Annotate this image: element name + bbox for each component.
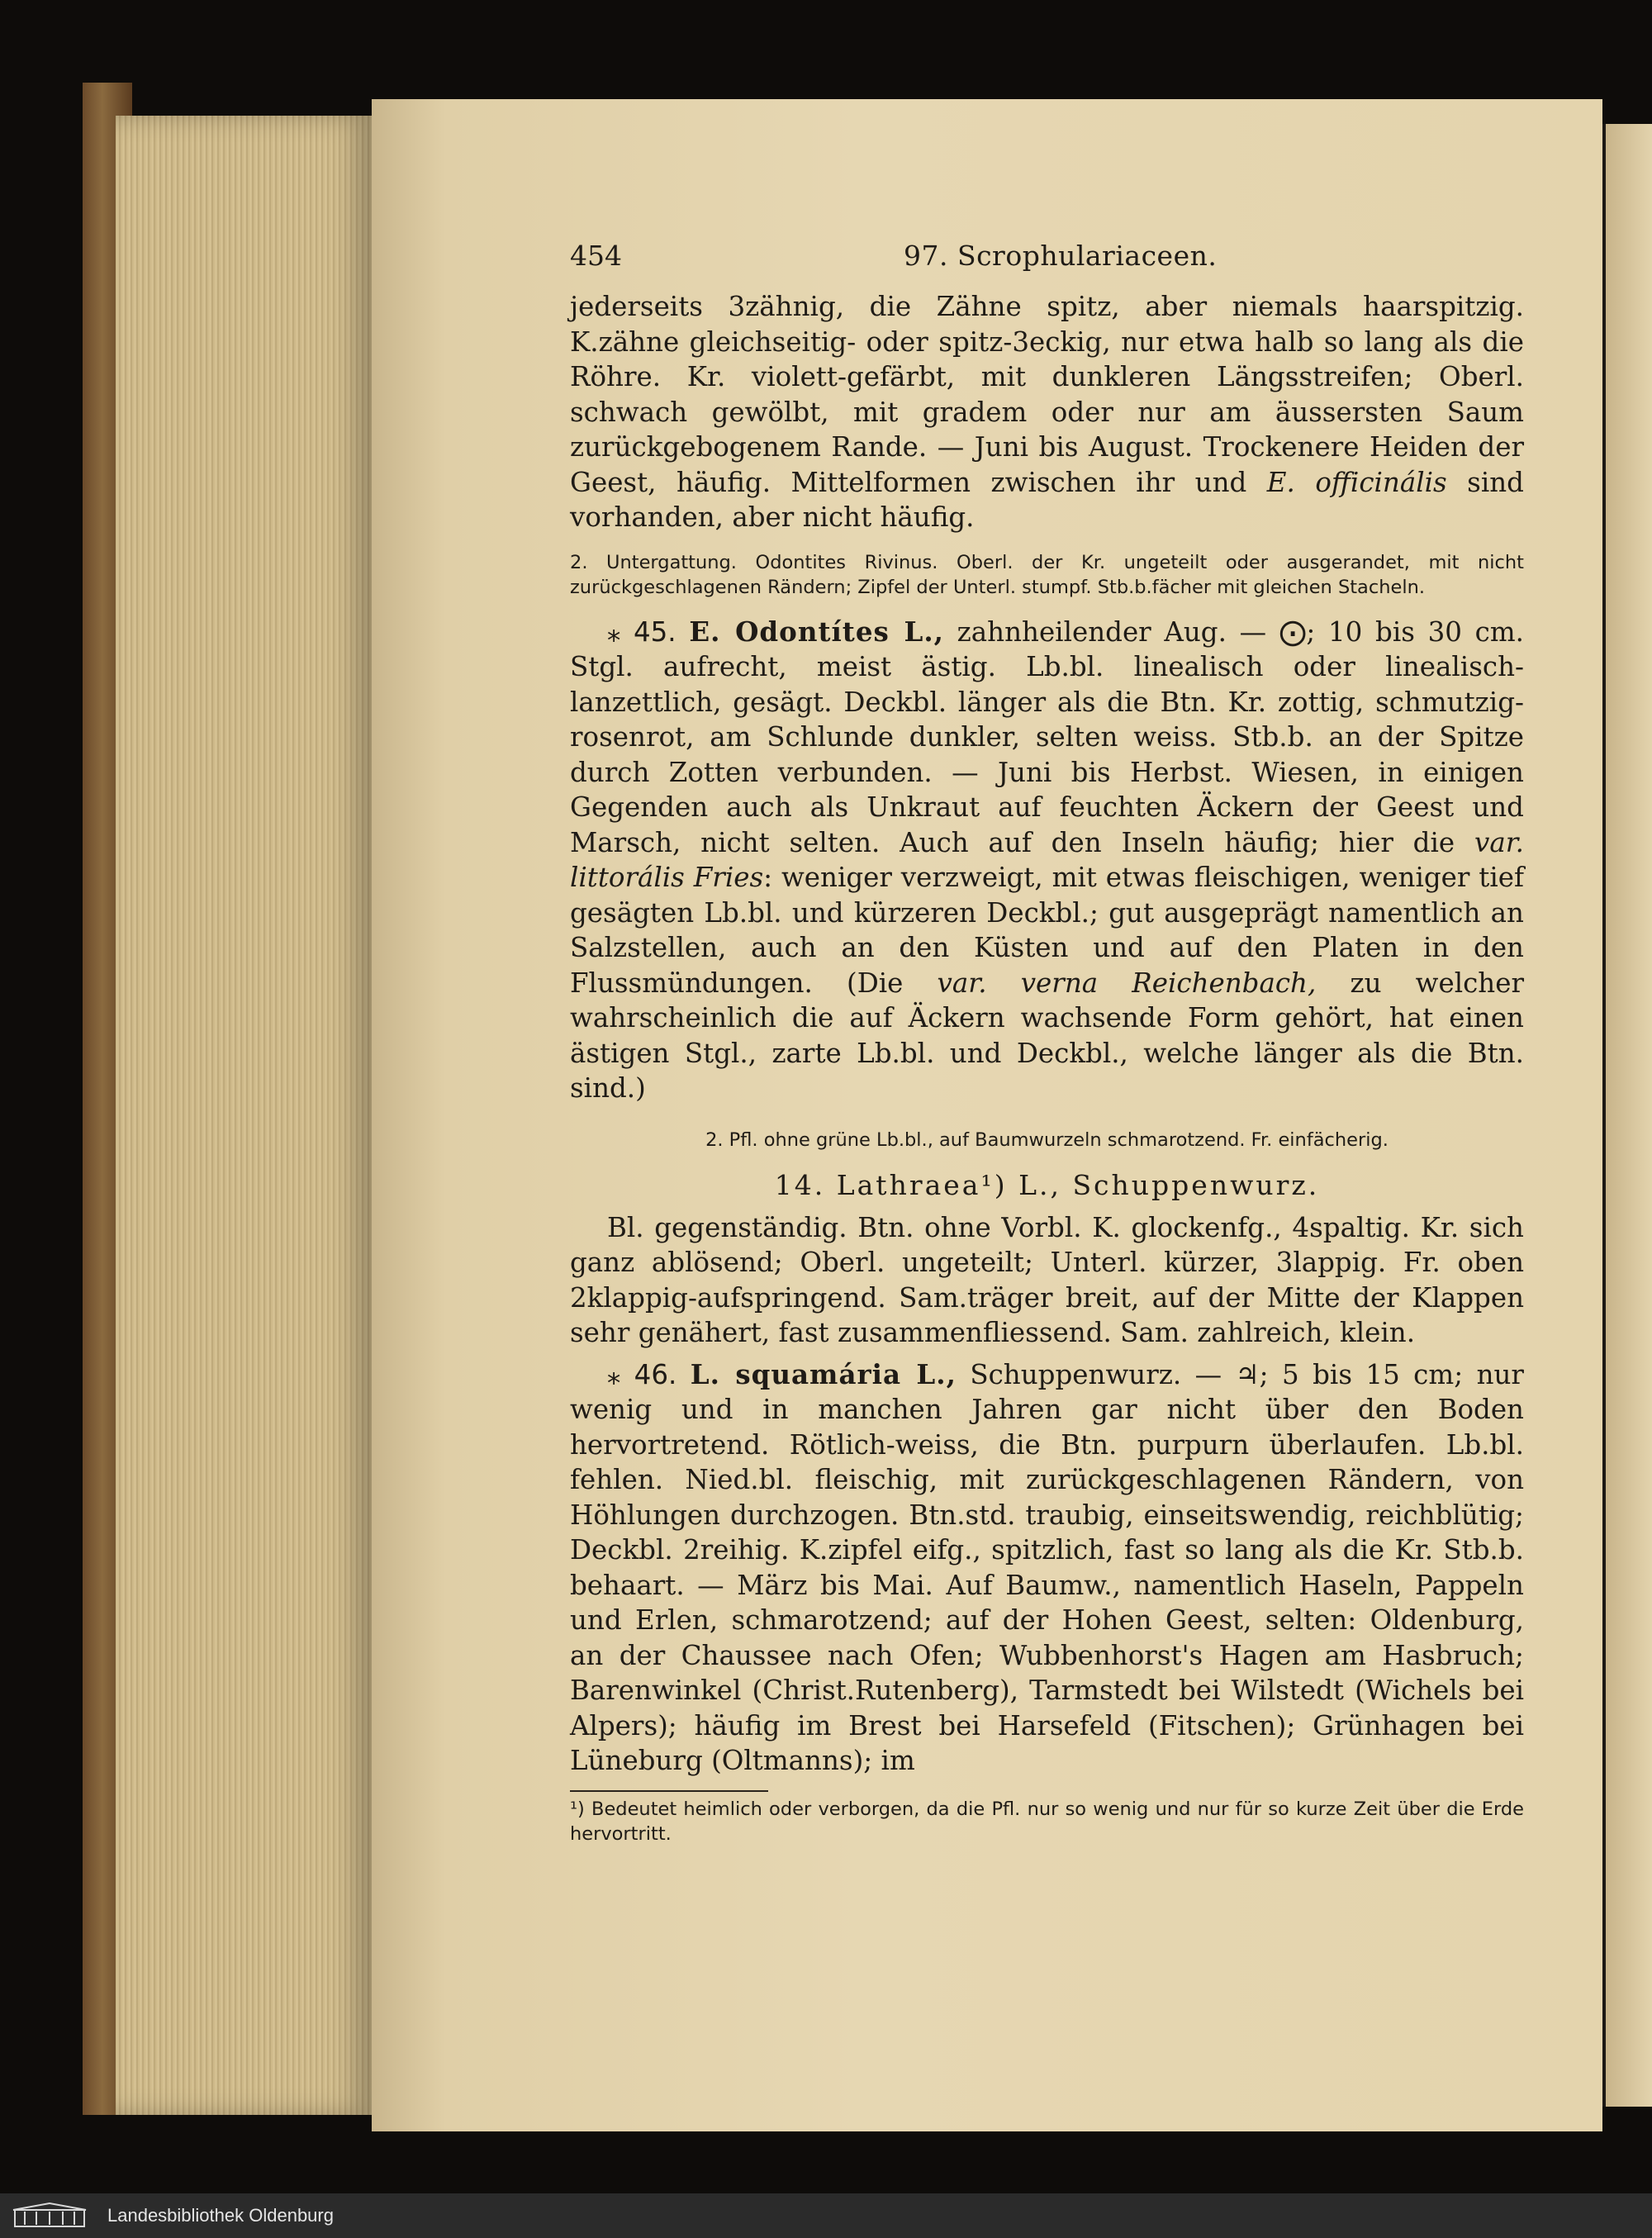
library-name[interactable]: Landesbibliothek Oldenburg <box>107 2205 334 2226</box>
page-stack <box>116 116 372 2115</box>
page-number: 454 <box>570 240 622 272</box>
subgenus-note: 2. Untergattung. Odontites Rivinus. Oberl. der Kr. ungeteilt oder ausgerandet, mit nicht zurückgeschlagenen Rändern; Zipfel der Unterl. stumpf. Stb.b.fächer mit gleichen Stacheln. <box>570 551 1524 598</box>
viewer-footer <box>0 2193 1652 2238</box>
paragraph-continuation: jederseits 3zähnig, die Zähne spitz, aber niemals haarspitzig. K.zähne gleichseitig- oder spitz-3eckig, nur etwa halb so lang als die Röhre. Kr. violett-gefärbt, mit dunkleren Längsstreifen; Oberl. schwach gewölbt, mit gradem oder nur am äussersten Saum zurückgebogenem Rande. — Juni bis August. Trockenere Heiden der Geest, häufig. Mittelformen zwischen ihr und E. officinális sind vorhanden, aber nicht häufig. <box>570 291 1524 533</box>
genus-description: Bl. gegenständig. Btn. ohne Vorbl. K. glockenfg., 4spaltig. Kr. sich ganz ablösend; Oberl. ungeteilt; Unterl. kürzer, 3lappig. Fr. oben 2klappig-aufspringend. Sam.träger breit, auf der Mitte der Klappen sehr genähert, fast zusammenfliessend. Sam. zahlreich, klein. <box>570 1211 1524 1348</box>
footnote-rule <box>570 1790 768 1792</box>
species-45-entry: ⁎ 45. E. Odontítes L., zahnheilender Aug. — ⨀; 10 bis 30 cm. Stgl. aufrecht, meist ästig. Lb.bl. linealisch oder linealisch-lanzettlich, gesägt. Deckbl. länger als die Btn. Kr. zottig, schmutzig-rosenrot, am Schlunde dunkler, selten weiss. Stb.b. an der Spitze durch Zotten verbunden. — Juni bis Herbst. Wiesen, in einigen Gegenden auch als Unkraut auf feuchten Äckern der Geest und Marsch, nicht selten. Auch auf den Inseln häufig; hier die var. littorális Fries: weniger verzweigt, mit etwas fleischigen, weniger tief gesägten Lb.bl. und kürzeren Deckbl.; gut ausgeprägt namentlich an Salzstellen, auch an den Küsten und auf den Platen in den Flussmündungen. (Die var. verna Reichenbach, zu welcher wahrscheinlich die auf Äckern wachsende Form gehört, hat einen ästigen Stgl., zarte Lb.bl. und Deckbl., welche länger als die Btn. sind.) <box>570 615 1525 1104</box>
footnote: ¹) Bedeutet heimlich oder verborgen, da die Pfl. nur so wenig und nur für so kurze Zeit über die Erde hervortritt. <box>570 1798 1524 1845</box>
library-building-icon <box>12 2202 88 2230</box>
running-title: 97. Scrophulariaceen. <box>904 240 1218 272</box>
genus-heading: 14. Lathraea¹) L., Schuppenwurz. <box>774 1168 1320 1201</box>
key-note: 2. Pfl. ohne grüne Lb.bl., auf Baumwurzeln schmarotzend. Fr. einfächerig. <box>705 1129 1389 1151</box>
facing-page-edge <box>1602 124 1652 2107</box>
page-text <box>570 240 1524 1846</box>
species-46-entry: ⁎ 46. L. squamária L., Schuppenwurz. — ♃; 5 bis 15 cm; nur wenig und in manchen Jahren gar nicht über den Boden hervortretend. Rötlich-weiss, die Btn. purpurn überlaufen. Lb.bl. fehlen. Nied.bl. fleischig, mit zurückgeschlagenen Rändern, von Höhlungen durchzogen. Btn.std. traubig, einseitswendig, reichblütig; Deckbl. 2reihig. K.zipfel eifg., spitzlich, fast so lang als die Kr. Stb.b. behaart. — März bis Mai. Auf Baumw., namentlich Haseln, Pappeln und Erlen, schmarotzend; auf der Hohen Geest, selten: Oldenburg, an der Chaussee nach Ofen; Wubbenhorst's Hagen am Hasbruch; Barenwinkel (Christ.Rutenberg), Tarmstedt bei Wilstedt (Wichels bei Alpers); häufig im Brest bei Harsefeld (Fitschen); Grünhagen bei Lüneburg (Oltmanns); im <box>570 1357 1524 1776</box>
page-header <box>570 240 1524 289</box>
